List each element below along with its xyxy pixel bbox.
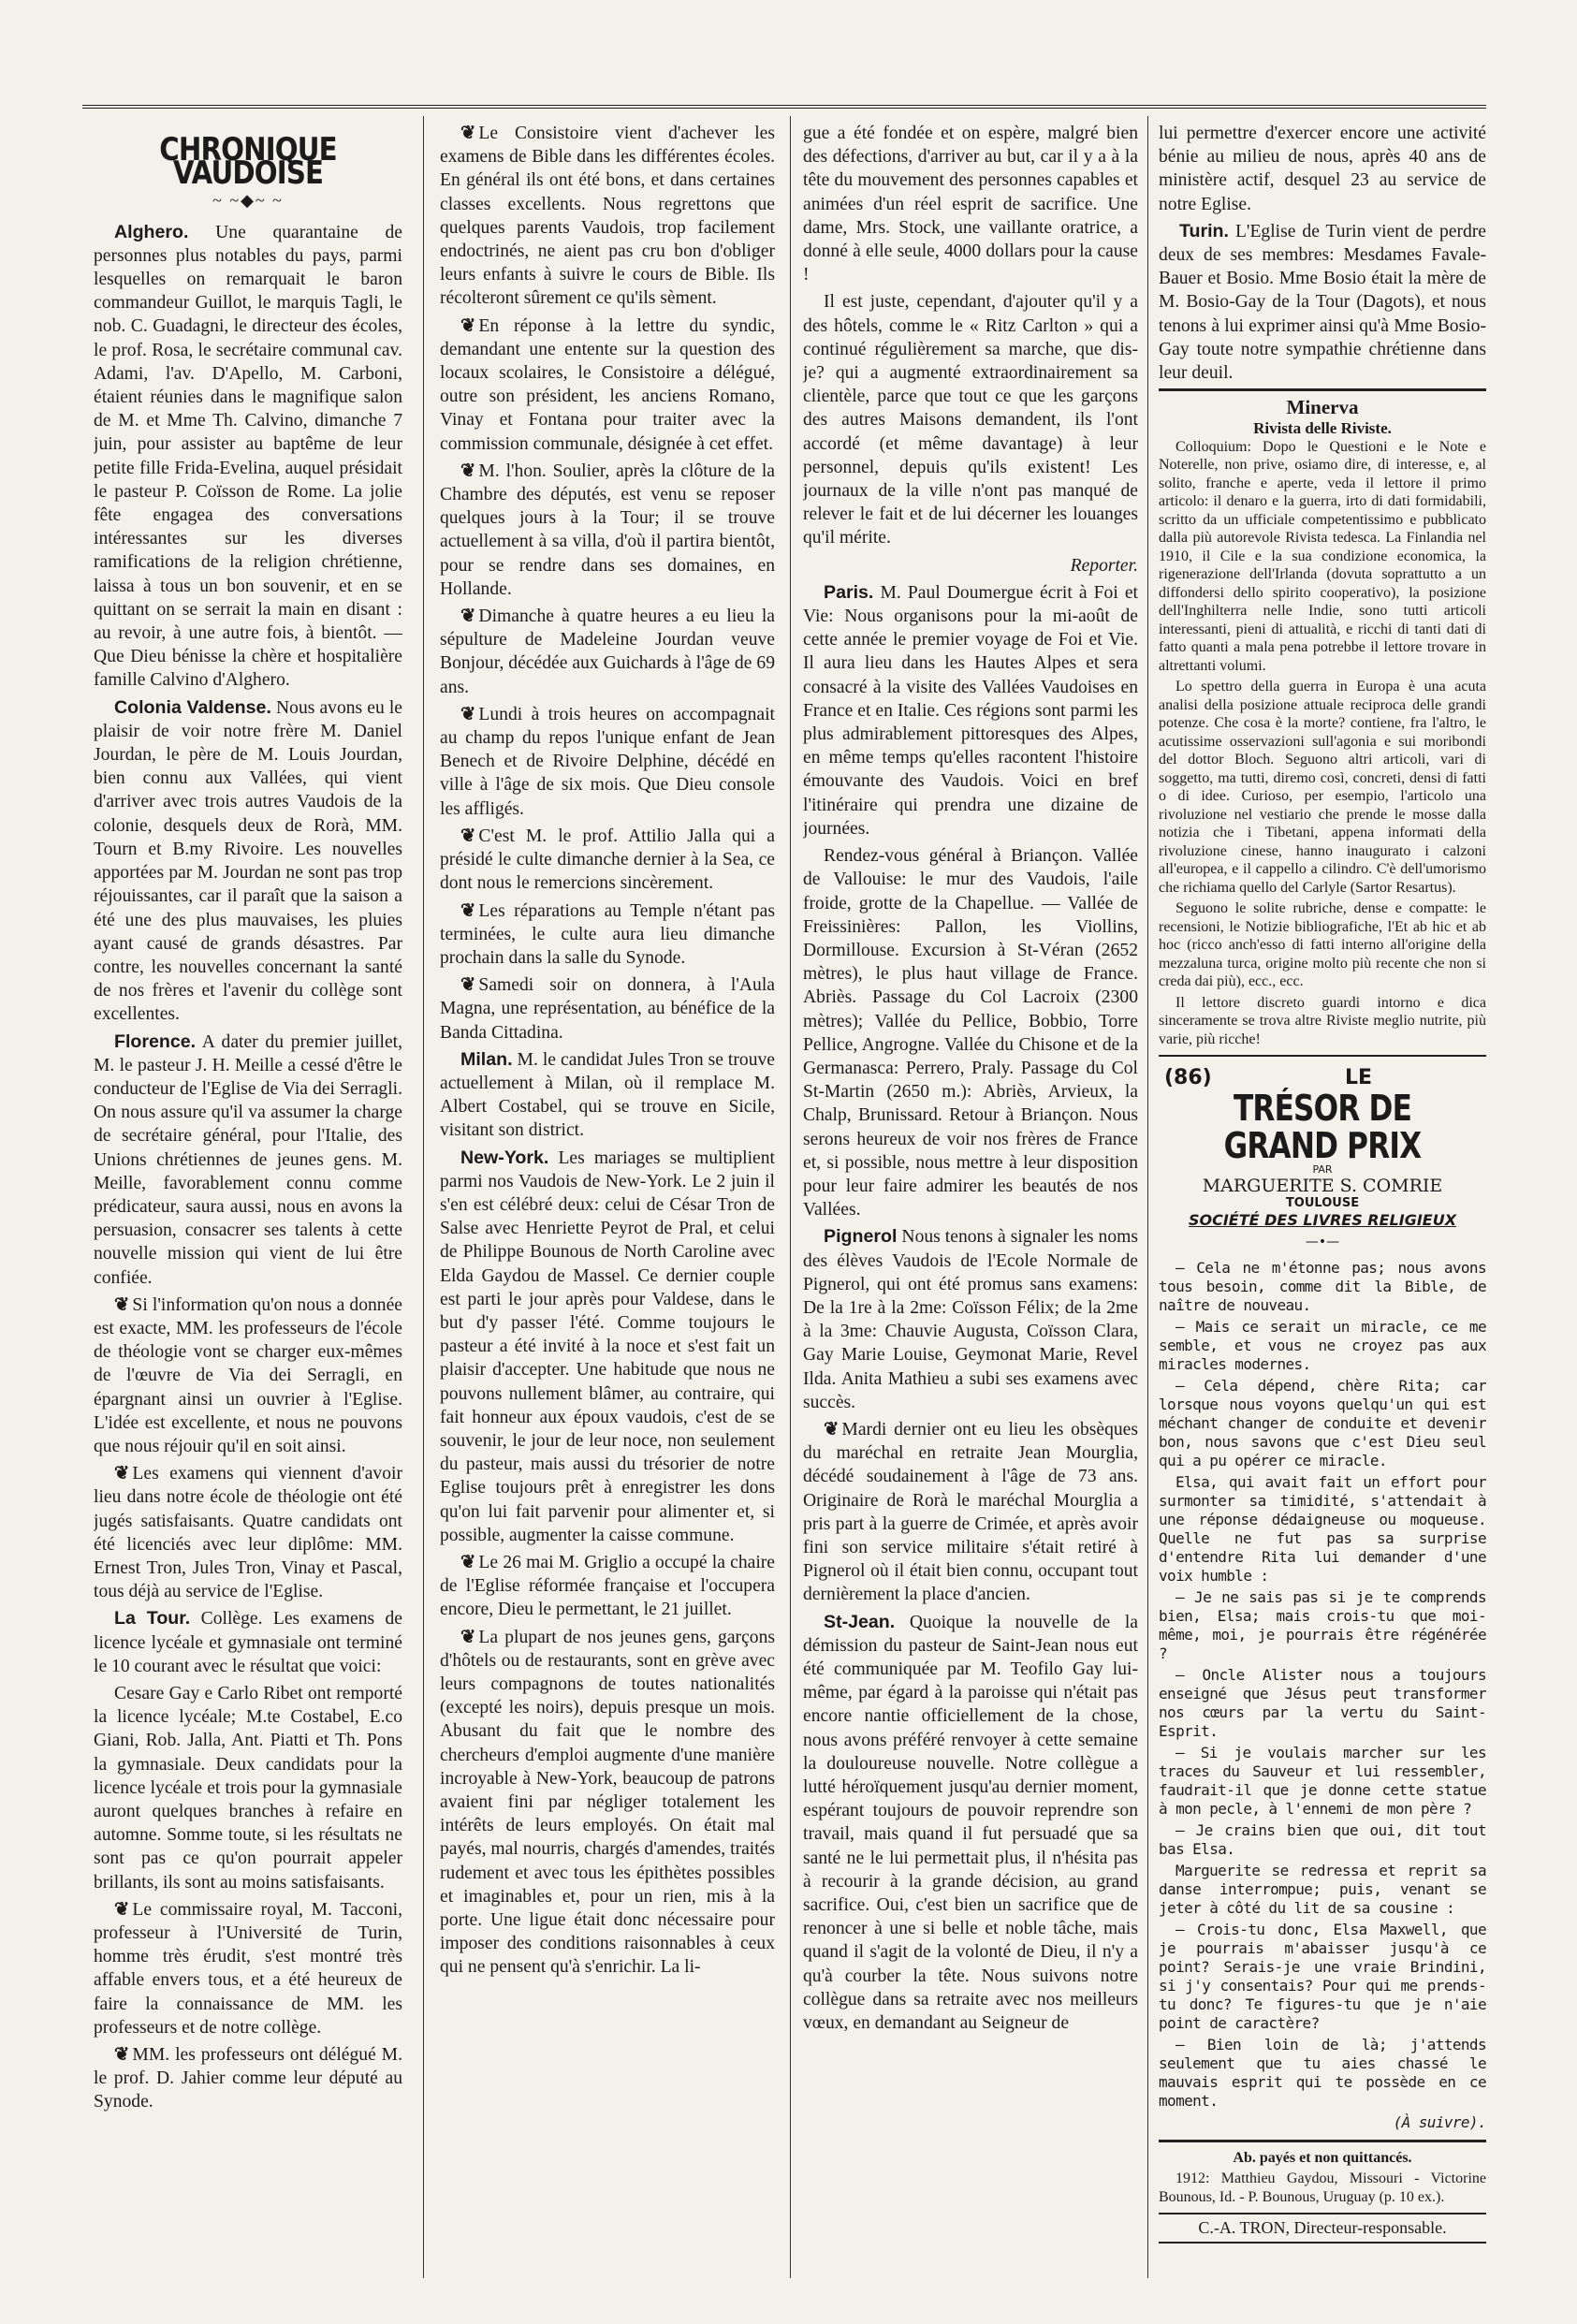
bullet-icon: ❦: [460, 460, 476, 481]
place-heading: La Tour.: [114, 1608, 191, 1630]
place-heading: St-Jean.: [824, 1611, 896, 1632]
director-line: C.-A. TRON, Directeur-responsable.: [1159, 2213, 1486, 2244]
minerva-subtitle: Rivista delle Riviste.: [1253, 419, 1392, 438]
minerva-title: Minerva: [1286, 396, 1359, 419]
bullet-icon: ❦: [460, 124, 476, 143]
article-paris: Paris. M. Paul Doumergue écrit à Foi et Vie: Nous organisons pour la mi-août de cette année le premier voyage de Foi et Vie. Il aura lieu dans les Hautes Alpes et sera consacré à la visite des Vallées Vaudoises en France et en Italie. Ces régions sont parmi les plus admirablement pittoresques des Alpes, en même temps qu'elles racontent l'histoire émouvante des Vaudois. Voici en bref l'itinéraire qui prendra une dizaine de journées.: [803, 581, 1138, 839]
column-1: [94, 122, 402, 2274]
paragraph: ❦ Mardi dernier ont eu lieu les obsèques du maréchal en retraite Jean Mourglia, décédé soudainement à l'âge de 73 ans. Originaire de Rorà le maréchal Mourglia a pris part à la guerre de Crimée, et après avoir fini son service militaire s'était retiré à Pignerol où il était bien connu, occupant tout dernièrement la place d'ancien.: [803, 1419, 1138, 1605]
paragraph: — Bien loin de là; j'attends seulement que tu aies chassé le mauvais esprit qui te possède en ce moment.: [1159, 2035, 1486, 2110]
serial-text: [1159, 1259, 1486, 2132]
section-title: CHRONIQUE VAUDOISE: [159, 131, 337, 193]
paragraph: ❦ Dimanche à quatre heures a eu lieu la sépulture de Madeleine Jourdan veuve Bonjour, décédée aux Guichards à l'âge de 69 ans.: [440, 607, 775, 697]
paragraph: — Mais ce serait un miracle, ce me semble, et vous ne croyez pas aux miracles modernes.: [1159, 1317, 1486, 1373]
article-milan: Milan. M. le candidat Jules Tron se trouve actuellement à Milan, où il remplace M. Albert Costabel, qui se trouve en Sicile, visitant son district.: [440, 1048, 775, 1141]
paragraph: ❦ Le Consistoire vient d'achever les examens de Bible dans les différentes écoles. En général ils ont été bons, et dans certaines classes excellents. Nous regrettons que quelques parents Vaudois, trop facilement endoctrinés, ne aient pas cru bon d'obliger leurs enfants à suivre le cours de Bible. Ils récolteront sûrement ce qu'ils sèment.: [440, 124, 775, 309]
paragraph: ❦ Le commissaire royal, M. Tacconi, professeur à l'Université de Turin, homme très érudit, s'est montré très affable envers tous, et a été heureux de faire la connaissance de MM. les professeurs et de notre collège.: [94, 1899, 402, 2038]
paragraph: Il est juste, cependant, d'ajouter qu'il y a des hôtels, comme le « Ritz Carlton » qui a continué régulièrement sa marche, que dis-je? qui a augmenté extraordinairement sa clientèle, parce que tout ce que les garçons des autres Maisons demandent, ils l'ont accordé (et même davantage) à leur personnel, depuis qu'ils existent! Les journaux de la ville n'ont pas manqué de relever le fait et de lui décerner les louanges qu'il mérite.: [803, 292, 1138, 548]
paragraph: ❦ La plupart de nos jeunes gens, garçons d'hôtels ou de restaurants, sont en grève avec leurs compagnons de toutes nationalités (excepté les noirs), depuis presque un mois. Abusant du fait que le nombre des chercheurs d'emploi augmente d'une manière incroyable à New-York, beaucoup de patrons avaient fini par négliger totalement les intérêts de leurs employés. On était mal payés, mal nourris, chargés d'amendes, traités rudement et avec tous les épithètes possibles et imaginables et, pour un rien, mis à la porte. Une ligue était donc nécessaire pour imposer des conditions raisonnables à ceux qui ne pensent qu'à s'enrichir. La li-: [440, 1627, 775, 1978]
bullet-icon: ❦: [114, 2045, 130, 2066]
bullet-icon: ❦: [460, 704, 476, 724]
to-be-continued: (À suivre).: [1393, 2112, 1486, 2131]
signature: Reporter.: [1070, 555, 1138, 576]
title-ornament: ~ ~◆~ ~: [212, 191, 284, 211]
article-st-jean: St-Jean. Quoique la nouvelle de la démission du pasteur de Saint-Jean nous eut été communiquée par M. Teofilo Gay lui-même, par égard à la paroisse qui n'était pas encore nantie officiellement de la chose, nous avons préféré renvoyer à cette semaine la douloureuse nouvelle. Notre collègue a lutté héroïquement jusqu'au dernier moment, espérant toujours de pouvoir reprendre son travail, mais quand il fut persuadé que sa santé ne le lui permettait plus, il n'hésita pas à recourir à la grande décision, au grand sacrifice. Oui, c'est bien un sacrifice que de renoncer à une si belle et noble tâche, mais quand il s'agit de la volonté de Dieu, il n'y a qu'à courber la tête. Nous suivons notre collègue dans sa retraite avec nos meilleurs vœux, en demandant au Seigneur de: [803, 1611, 1138, 2034]
bullet-icon: ❦: [460, 900, 476, 921]
paragraph: Rendez-vous général à Briançon. Vallée de Vallouise: le mur des Vaudois, l'aile froide, grotte de la Chapellue. — Vallée de Freissinières: Pallon, les Viollins, Dormillouse. Excursion à St-Véran (2652 mètres), le plus haut village de France. Abriès. Passage du Col Lacroix (2300 mètres); Vallée du Pellice, Bobbio, Torre Pellice, Angrogne. Vallée du Chisone et de la Germanasca: Perrero, Praly. Passage du Col St-Martin (2650 m.): Abriès, Arvieux, la Chalp, Brunissard. Retour à Briançon. Nous serons heureux de voir nos frères de France et, si possible, nous mettre à leur disposition pour leur faire admirer les beautés de nos Vallées.: [803, 846, 1138, 1220]
serial-article: LE: [1344, 1066, 1372, 1090]
top-rule: [82, 105, 1486, 109]
paragraph: — Je crains bien que oui, dit tout bas Elsa.: [1159, 1820, 1486, 1858]
footer-rule: [1159, 2140, 1486, 2142]
paragraph: ❦ M. l'hon. Soulier, après la clôture de la Chambre des députés, est venu se reposer quelques jours à la Tour; il se trouve actuellement à sa villa, d'où il partira bientôt, pour se rendre dans ses domaines, en Hollande.: [440, 460, 775, 599]
minerva-review-box: [1159, 388, 1486, 1057]
bullet-icon: ❦: [460, 1627, 476, 1647]
paragraph: Marguerite se redressa et reprit sa danse interrompue; puis, venant se jeter à côté du lit de sa cousine :: [1159, 1861, 1486, 1917]
subscriptions-list: 1912: Matthieu Gaydou, Missouri - Victorine Bounous, Id. - P. Bounous, Uruguay (p. 10 ex.).: [1159, 2170, 1486, 2205]
paragraph: — Cela dépend, chère Rita; car lorsque nous voyons quelqu'un qui est méchant changer de conduite et devenir bon, nous savons que c'est Dieu seul qui a pu opérer ce miracle.: [1159, 1376, 1486, 1469]
place-heading: Turin.: [1179, 220, 1229, 241]
column-rule: [1147, 116, 1148, 2278]
place-heading: New-York.: [460, 1147, 549, 1168]
paragraph: ❦ Si l'information qu'on nous a donnée est exacte, MM. les professeurs de l'école de théologie vont se charger eux-mêmes de l'œuvre de Via dei Serragli, en épargnant ainsi un ouvrier à l'Eglise. L'idée est excellente, et nous ne pouvons que nous réjouir qu'il en soit ainsi.: [94, 1294, 402, 1456]
bullet-icon: ❦: [460, 315, 476, 336]
serial-header: [1159, 1066, 1486, 1254]
bullet-icon: ❦: [460, 826, 476, 846]
bullet-icon: ❦: [460, 975, 476, 996]
serial-title: TRÉSOR DE GRAND PRIX: [1223, 1088, 1422, 1167]
serial-par: PAR: [1312, 1163, 1333, 1177]
place-heading: Florence.: [114, 1030, 197, 1052]
article-turin: Turin. L'Eglise de Turin vient de perdre deux de ses membres: Mesdames Favale-Bauer et Bosio. Mme Bosio était la mère de M. Bosio-Gay de la Tour (Dagots), et nous tenons à lui exprimer ainsi qu'à Mme Bosio-Gay toute notre sympathie chrétienne dans leur deuil.: [1159, 220, 1486, 384]
paragraph: — Oncle Alister nous a toujours enseigné que Jésus peut transformer nos cœurs par la vertu du Saint-Esprit.: [1159, 1665, 1486, 1740]
place-heading: Pignerol: [824, 1226, 898, 1248]
place-heading: Milan.: [460, 1048, 513, 1070]
paragraph: lui permettre d'exercer encore une activité bénie au milieu de nous, après 40 ans de ministère actif, desquel 23 au service de notre Eglise.: [1159, 124, 1486, 214]
bullet-icon: ❦: [114, 1464, 130, 1484]
paragraph: ❦ Samedi soir on donnera, à l'Aula Magna, une représentation, au bénéfice de la Banda Cittadina.: [440, 975, 775, 1043]
serial-number: (86): [1164, 1066, 1212, 1090]
article-new-york: New-York. Les mariages se multiplient parmi nos Vaudois de New-York. Le 2 juin il s'en est célébré deux: celui de César Tron de Salse avec Henriette Peyrot de Pral, et celui de Philippe Bounous de North Caroline avec Elda Gaydou de Massel. Ce dernier couple est parti le jour après pour Valdese, dans le but d'y passer l'été. Comme toujours le pasteur a été invité à la noce et s'est fait un plaisir d'accepter. Une habitude que nous ne pouvons nullement blâmer, au contraire, qui fait honneur aux époux vaudois, c'est de se souvenir, le jour de leur noce, non seulement du pasteur, mais aussi du trésorier de notre Eglise toujours prêt à enregistrer les dons qu'on lui fait parvenir pour alimenter et, si possible, augmenter la caisse commune.: [440, 1147, 775, 1545]
paragraph: Cesare Gay e Carlo Ribet ont remporté la licence lycéale; M.te Costabel, E.co Giani, Rob. Jalla, Ant. Piatti et Th. Pons la gymnasiale. Deux candidats pour la licence lycéale et trois pour la gymnasiale auront quelques branches à refaire en automne. Somme toute, si les résultats ne sont pas ce qu'on pourrait appeler brillants, ils sont au moins satisfaisants.: [94, 1684, 402, 1893]
paragraph: Colloquium: Dopo le Questioni e le Note e Noterelle, non prive, osiamo dire, di interesse, e, al solito, franche e aperte, veda il lettore il primo articolo: il denaro e la guerra, irto di dati formidabili, scritto da un ufficiale competentissimo e pubblicato dalla più autorevole Rivista tedesca. La Finlandia nel 1910, il Cile e la sua condizione economica, la rigenerazione dell'Irlanda (dovuta soprattutto a un diffondersi dello spirito cooperativo), la posizione dell'Inghilterra nelle Indie, sono tutti articoli interessanti, pieni di attualità, e ricchi di tanti dati di fatto quanti a mala pena potrebbe il lettore trovare in altrettanti volumi.: [1159, 438, 1486, 674]
paragraph: ❦ Le 26 mai M. Griglio a occupé la chaire de l'Eglise réformée française et l'occupera encore, Dieu le permettant, le 21 juillet.: [440, 1552, 775, 1620]
subscriptions-title: Ab. payés et non quittancés.: [1233, 2149, 1412, 2166]
paragraph: Il lettore discreto guardi intorno e dica sinceramente se trova altre Riviste meglio nutrite, più varie, più ricche!: [1159, 994, 1486, 1047]
paragraph: — Si je voulais marcher sur les traces du Sauveur et lui ressembler, faudrait-il que je donne cette statue à mon pecle, à l'ennemi de mon père ?: [1159, 1743, 1486, 1818]
bullet-icon: ❦: [460, 607, 476, 627]
paragraph: Seguono le solite rubriche, dense e compatte: le recensioni, le Notizie bibliografiche, l'Et ab hic et ab hoc (ricco anch'esso di fatti interno all'origine della mezzaluna turca, origine molto più recente che non si creda dai più), ecc., ecc.: [1159, 900, 1486, 990]
bullet-icon: ❦: [460, 1552, 476, 1572]
paragraph: ❦ C'est M. le prof. Attilio Jalla qui a présidé le culte dimanche dernier à la Sea, ce dont nous le remercions sincèrement.: [440, 826, 775, 894]
column-rule: [423, 116, 424, 2278]
serial-city: TOULOUSE: [1285, 1196, 1360, 1211]
article-colonia: Colonia Valdense. Nous avons eu le plaisir de voir notre frère M. Daniel Jourdan, le père de M. Louis Jourdan, bien connu aux Vallées, qui vient d'arriver avec trois autres Vaudois de la colonie, desquels deux de Rorà, MM. Tourn et B.my Rivoire. Les nouvelles apportées par M. Jourdan ne sont pas trop réjouissantes, car il paraît que la saison a été une des plus mauvaises, les pluies ayant causé de grands désastres. Par contre, les nouvelles concernant la santé de nos frères et l'avenir du collège sont excellentes.: [94, 696, 402, 1025]
place-heading: Alghero.: [114, 221, 189, 242]
serial-ornament: —•—: [1305, 1235, 1340, 1250]
serial-author: MARGUERITE S. COMRIE: [1202, 1176, 1443, 1197]
article-florence: Florence. A dater du premier juillet, M. le pasteur J. H. Meille a cessé d'être le conducteur de l'Eglise de Via dei Serragli. On nous assure qu'il va assumer la charge de secrétaire général, pour l'Italie, des Unions chrétiennes de jeunes gens. M. Meille, favorablement connu comme prédicateur, saura aussi, nous en avons la persuasion, consacrer ses talents à cette nouvelle mission qui vient de lui être confiée.: [94, 1030, 402, 1288]
serial-publisher: SOCIÉTÉ DES LIVRES RELIGIEUX: [1188, 1211, 1457, 1230]
bullet-icon: ❦: [114, 1899, 130, 1920]
column-4: [1159, 122, 1486, 2274]
place-heading: Colonia Valdense.: [114, 696, 271, 718]
column-2: [440, 122, 775, 2274]
place-heading: Paris.: [824, 581, 874, 603]
paragraph: ❦ Les réparations au Temple n'étant pas terminées, le culte aura lieu dimanche prochain dans la salle du Synode.: [440, 900, 775, 968]
paragraph: Elsa, qui avait fait un effort pour surmonter sa timidité, s'attendait à une réponse dédaigneuse ou moqueuse. Quelle ne fut pas sa surprise d'entendre Rita lui demander d'une voix humble :: [1159, 1472, 1486, 1585]
paragraph: — Cela ne m'étonne pas; nous avons tous besoin, comme dit la Bible, de naître de nouveau.: [1159, 1258, 1486, 1314]
article-latour: La Tour. Collège. Les examens de licence lycéale et gymnasiale ont terminé le 10 courant avec le résultat que voici:: [94, 1608, 402, 1676]
paragraph: ❦ Lundi à trois heures on accompagnait au champ du repos l'unique enfant de Jean Benech et de Rivoire Delphine, décédé en ville à l'âge de six mois. Que Dieu console les affligés.: [440, 704, 775, 819]
paragraph: ❦ Les examens qui viennent d'avoir lieu dans notre école de théologie ont été jugés satisfaisants. Quatre candidats ont été licenciés avec leur diplôme: MM. Ernest Tron, Jules Tron, Vinay et Pascal, tous déjà au service de l'Eglise.: [94, 1464, 402, 1602]
paragraph: ❦ En réponse à la lettre du syndic, demandant une entente sur la question des locaux scolaires, le Consistoire a délégué, outre son président, les anciens Romano, Vinay et Fontana pour traiter avec la commission communale, désignée à cet effet.: [440, 315, 775, 454]
bullet-icon: ❦: [824, 1419, 840, 1440]
paragraph: — Crois-tu donc, Elsa Maxwell, que je pourrais m'abaisser jusqu'à ce point? Serais-je une vraie Brindini, si j'y consentais? Pour qui me prends-tu donc? Te figures-tu que je n'aie point de caractère?: [1159, 1920, 1486, 2032]
column-rule: [790, 116, 791, 2278]
bullet-icon: ❦: [114, 1294, 130, 1315]
paragraph: gue a été fondée et on espère, malgré bien des défections, d'arriver au but, car il y a à la tête du mouvement des personnes capables et animées d'un réel esprit de sacrifice. Une dame, Mrs. Stock, une vaillante oratrice, a donné à elle seule, 4000 dollars pour la cause !: [803, 124, 1138, 285]
column-3: [803, 122, 1138, 2274]
paragraph: Lo spettro della guerra in Europa è una acuta analisi della posizione attuale reciproca delle grandi potenze. Che cosa è la morte? contiene, fra l'altro, le acutissime osservazioni sull'agonia e sui moribondi del dottor Bloch. Seguono altri articoli, vari di soggetto, ma tutti, diremo così, concreti, densi di fatti o di idee. Curioso, per esempio, l'articolo una rivoluzione nel vestiario che prende le mosse dalla notizia che i Tibetani, appena informati della rivoluzione cinese, hanno inaugurato i calzoni all'europea, e il cappello a cilindro. C'è dell'umorismo che richiama quello del Carlyle (Sartor Resartus).: [1159, 679, 1486, 896]
article-alghero: Alghero. Une quarantaine de personnes plus notables du pays, parmi lesquelles on remarquait le baron commandeur Guillot, le marquis Tagli, le nob. C. Guadagni, le directeur des écoles, le prof. Rosa, le secrétaire communal cav. Adami, l'av. D'Apello, M. Carboni, étaient réunies dans le magnifique salon de M. et Mme Th. Calvino, dimanche 7 juin, pour assister au baptême de leur petite fille Frida-Evelina, auquel présidait le pasteur P. Coïsson de Rome. La jolie fête engagea des conversations intéressantes sur les diverses ramifications de la religion chrétienne, laissa à tous un bon souvenir, et en se quittant on se serrait la main en disant : au revoir, à une autre fois, à bientôt. — Que Dieu bénisse la chère et hospitalière famille Calvino d'Alghero.: [94, 221, 402, 691]
paragraph: ❦ MM. les professeurs ont délégué M. le prof. D. Jahier comme leur député au Synode.: [94, 2045, 402, 2112]
paragraph: — Je ne sais pas si je te comprends bien, Elsa; mais crois-tu que moi-même, moi, je pourrais être régénérée ?: [1159, 1587, 1486, 1662]
article-pignerol: Pignerol Nous tenons à signaler les noms des élèves Vaudois de l'Ecole Normale de Pignerol, qui ont été promus sans examens: De la 1re à la 2me: Coïsson Félix; de la 2me à la 3me: Chauvie Augusta, Coïsson Clara, Gay Marie Louise, Geymonat Marie, Revel Ilda. Anita Mathieu a subi ses examens avec succès.: [803, 1226, 1138, 1412]
